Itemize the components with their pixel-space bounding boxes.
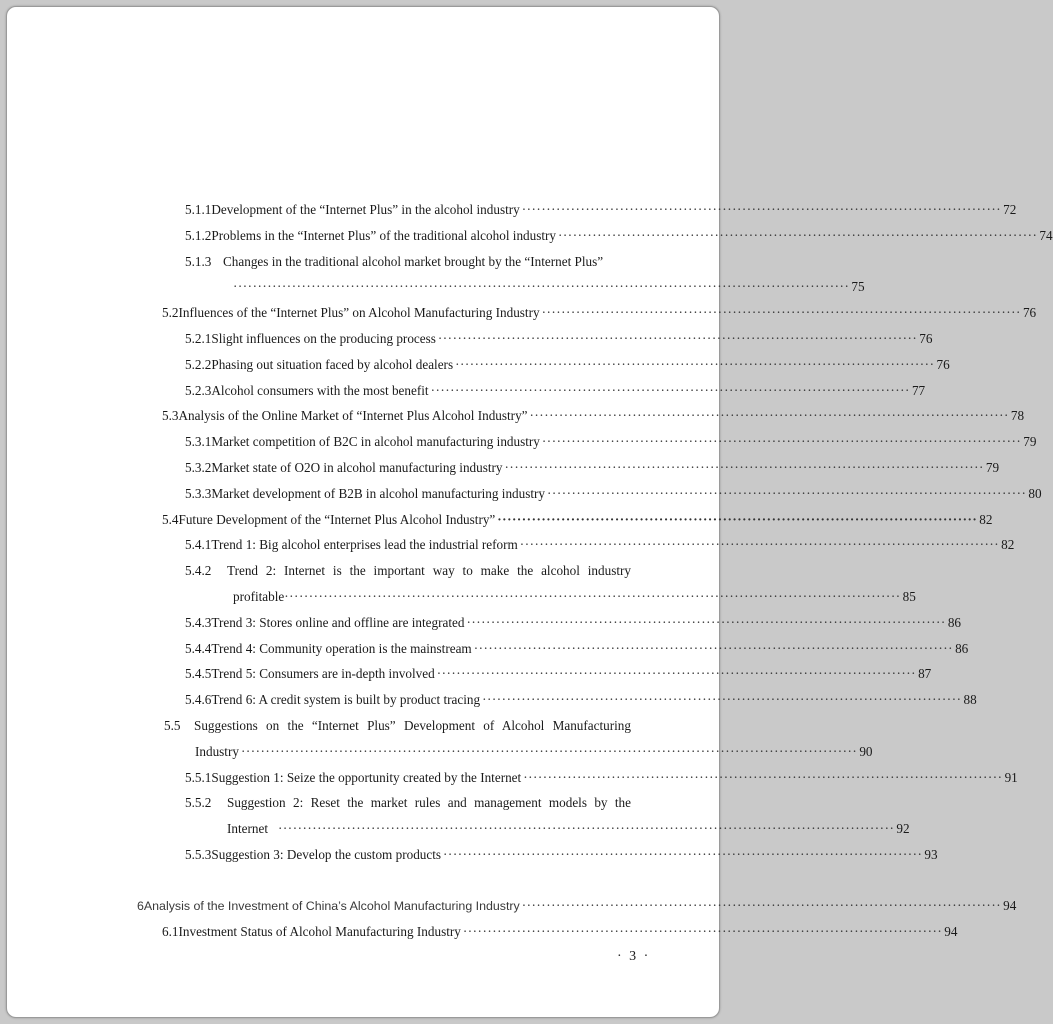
toc-leader: ·································································································· [430,382,910,398]
toc-title: Market development of B2B in alcohol manufacturing industry [211,485,546,501]
toc-leader: ·································································································· [521,897,1002,913]
toc-entry-6-1[interactable] [7,919,958,945]
toc-title: Analysis of the Investment of China’s Alcohol Manufacturing Industry [143,898,520,913]
toc-title: Changes in the traditional alcohol market brought by the “Internet Plus” [223,253,604,269]
toc-entry-6[interactable] [7,893,1017,919]
toc-entry-5-1-3-continuation[interactable] [7,274,865,300]
toc-page: 92 [896,821,910,837]
toc-leader: ·································································································· [466,614,946,630]
toc-page: 93 [924,846,938,862]
toc-number: 5.1.1 [185,202,212,217]
toc-number: 5.1.3 [185,253,212,269]
toc-entry-5-5-2[interactable] [7,790,719,816]
toc-entry-5-3-3[interactable] [7,481,1042,507]
toc-title: Suggestion 3: Develop the custom products [211,846,442,862]
toc-leader: ·································································································· [482,692,962,708]
toc-entry-5-4[interactable] [7,507,993,533]
toc-entry-5-1-1[interactable] [7,197,1017,223]
page-number: · 3 · [617,949,651,964]
toc-leader: ·································································································· [436,666,917,682]
toc-page: 75 [851,279,865,295]
toc-number: 5.2 [162,305,179,321]
toc-leader: ·································································································· [462,923,943,939]
toc-title: Influences of the “Internet Plus” on Alcohol Manufacturing Industry [178,305,540,321]
toc-entry-5-3[interactable] [7,403,1025,429]
toc-leader: ·································································································· [455,356,935,372]
toc-page: 88 [963,692,977,708]
toc-title-continuation: Industry [195,743,239,759]
toc-number: 5.5.3 [185,846,212,862]
toc-title: Market competition of B2C in alcohol manufacturing industry [211,434,540,450]
toc-page: 87 [918,666,932,682]
toc-entry-5-5-continuation[interactable] [7,739,873,765]
toc-title: Suggestion 1: Seize the opportunity created by the Internet [211,769,522,785]
toc-page: 76 [1022,305,1037,321]
toc-leader: ······························································································································ [233,279,850,295]
toc-title: Suggestions on the “Internet Plus” Development of Alcohol Manufacturing [194,717,631,733]
toc-page: 82 [1001,537,1015,553]
toc-number: 6.1 [162,923,179,939]
toc-number: 5.3.1 [185,434,212,450]
toc-entry-5-1-3[interactable] [7,249,719,275]
toc-page: 77 [911,382,926,398]
toc-number: 5.4.5 [185,666,212,682]
toc-page: 74 [1039,227,1053,243]
toc-title: Trend 4: Community operation is the mainstream [211,640,472,656]
toc-entry-5-5-1[interactable] [7,765,1018,791]
toc-entry-5-3-1[interactable] [7,429,1037,455]
toc-page: 85 [902,588,916,604]
toc-title: Future Development of the “Internet Plus Alcohol Industry” [178,511,496,527]
table-of-contents [7,197,1053,944]
toc-title: Slight influences on the producing process [211,330,436,346]
toc-entry-5-4-2[interactable] [7,558,719,584]
toc-page: 94 [1003,897,1017,913]
toc-number: 5.4 [162,511,179,527]
toc-entry-5-5-2-continuation[interactable] [7,816,910,842]
toc-title-continuation: Internet [227,821,269,837]
toc-number: 5.2.1 [185,330,212,346]
toc-number: 6 [137,898,144,913]
toc-entry-5-4-5[interactable] [7,661,932,687]
toc-title: Phasing out situation faced by alcohol dealers [211,356,454,372]
toc-number: 5.3 [162,408,179,424]
toc-entry-5-4-6[interactable] [7,687,977,713]
toc-entry-5-4-2-continuation[interactable] [7,584,916,610]
toc-leader: ·································································································· [519,537,1000,553]
toc-leader: ·································································································· [473,640,954,656]
toc-leader: ······························································································································ [278,821,895,837]
toc-number: 5.5 [164,717,181,733]
toc-number: 5.2.2 [185,356,212,372]
toc-leader: ·································································································· [547,485,1027,501]
toc-page: 94 [944,923,958,939]
toc-entry-5-3-2[interactable] [7,455,1000,481]
toc-page: 86 [955,640,969,656]
toc-leader: ·································································································· [558,227,1038,243]
toc-entry-5-4-3[interactable] [7,610,962,636]
toc-page: 91 [1004,769,1018,785]
toc-page: 80 [1028,485,1042,501]
toc-leader: ······························································································································ [284,588,901,604]
toc-entry-5-5[interactable] [7,713,719,739]
toc-entry-5-5-3[interactable] [7,842,938,868]
toc-page: 79 [1023,434,1037,450]
toc-title: Alcohol consumers with the most benefit [211,382,429,398]
toc-number: 5.5.2 [185,795,212,811]
toc-title: Trend 2: Internet is the important way to make the alcohol industry [227,563,631,579]
toc-page: 76 [936,356,950,372]
toc-entry-5-1-2[interactable] [7,223,1053,249]
toc-number: 5.4.1 [185,537,212,553]
toc-number: 5.4.2 [185,563,212,579]
toc-title: Trend 1: Big alcohol enterprises lead the industrial reform [211,537,518,553]
toc-entry-5-4-4[interactable] [7,636,969,662]
toc-number: 5.2.3 [185,382,212,398]
toc-number: 5.3.2 [185,459,212,475]
toc-title: Market state of O2O in alcohol manufacturing industry [211,459,503,475]
toc-leader: ·································································································· [529,408,1009,424]
toc-entry-5-2[interactable] [7,300,1037,326]
toc-leader: ······························································································································ [240,743,858,759]
toc-leader: ·································································································· [504,459,984,475]
toc-number: 5.4.3 [185,614,212,630]
toc-entry-5-4-1[interactable] [7,532,1015,558]
toc-page: 72 [1003,202,1017,217]
toc-leader: ·································································································· [497,511,978,527]
toc-number: 5.1.2 [185,227,212,243]
toc-leader: ·································································································· [541,305,1021,321]
toc-entry-5-2-3[interactable] [7,378,926,404]
toc-leader: ·································································································· [541,434,1022,450]
section-spacer [7,868,719,893]
toc-leader: ·································································································· [521,202,1002,217]
toc-title: Problems in the “Internet Plus” of the traditional alcohol industry [211,227,557,243]
toc-leader: ·································································································· [437,330,918,346]
toc-title: Trend 6: A credit system is built by product tracing [211,692,481,708]
toc-title: Development of the “Internet Plus” in the alcohol industry [211,202,520,217]
toc-page: 90 [859,743,873,759]
toc-title-continuation: profitable [233,588,285,604]
toc-number: 5.3.3 [185,485,212,501]
document-page [6,6,1053,1018]
toc-number: 5.5.1 [185,769,212,785]
toc-number: 5.4.4 [185,640,212,656]
toc-leader: ·································································································· [443,846,923,862]
toc-page: 78 [1010,408,1025,424]
toc-title: Trend 3: Stores online and offline are integrated [211,614,465,630]
toc-page: 86 [947,614,962,630]
toc-page: 76 [919,330,933,346]
toc-entry-5-2-2[interactable] [7,352,950,378]
toc-title: Analysis of the Online Market of “Internet Plus Alcohol Industry” [178,408,528,424]
toc-number: 5.4.6 [185,692,212,708]
toc-title: Investment Status of Alcohol Manufacturing Industry [178,923,461,939]
toc-title: Suggestion 2: Reset the market rules and management models by the [227,795,631,811]
toc-title: Trend 5: Consumers are in-depth involved [211,666,435,682]
toc-page: 82 [979,511,993,527]
toc-entry-5-2-1[interactable] [7,326,933,352]
toc-page: 79 [985,459,1000,475]
toc-leader: ·································································································· [523,769,1003,785]
